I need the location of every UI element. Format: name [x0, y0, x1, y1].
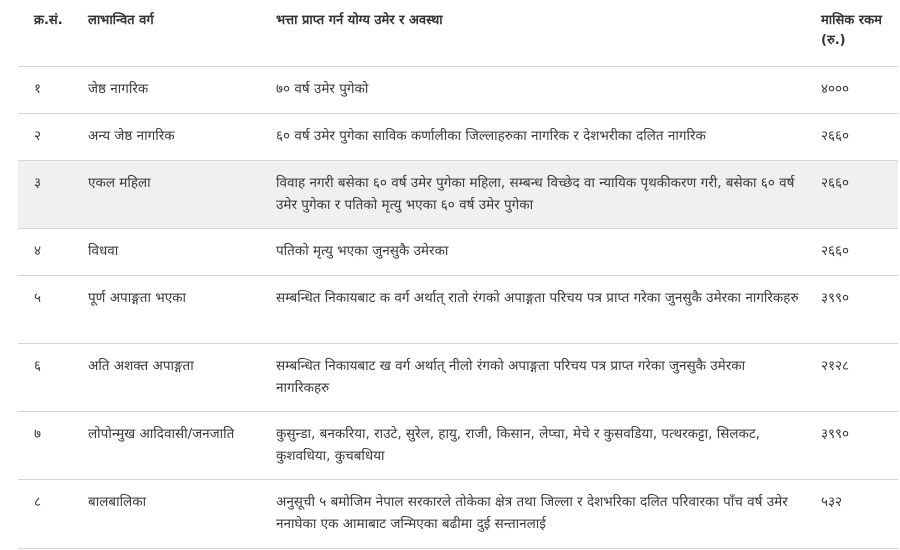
table-row	[18, 275, 898, 344]
table-row	[18, 160, 898, 229]
row-amount: ४०००	[821, 81, 850, 97]
row-amount: ५३२	[821, 494, 843, 510]
row-serial: १	[34, 81, 42, 97]
row-category: एकल महिला	[88, 175, 151, 191]
header-category: लाभान्वित वर्ग	[88, 13, 154, 28]
row-serial: ४	[34, 243, 42, 259]
row-amount: ३९९०	[821, 426, 850, 442]
row-category: लोपोन्मुख आदिवासी/जनजाति	[88, 426, 235, 442]
row-category: जेष्ठ नागरिक	[88, 81, 149, 97]
row-amount: ३९९०	[821, 290, 850, 306]
table-row	[18, 228, 898, 276]
row-serial: २	[34, 128, 42, 144]
row-condition: ६० वर्ष उमेर पुगेका साविक कर्णालीका जिल्लाहरुका नागरिक र देशभरीका दलित नागरिक	[276, 128, 706, 144]
row-category: बालबालिका	[88, 494, 147, 510]
row-serial: ६	[34, 358, 42, 374]
table-bottom-border	[18, 548, 898, 549]
row-amount: २६६०	[821, 128, 850, 144]
row-condition: कुसुन्डा, बनकरिया, राउटे, सुरेल, हायु, राजी, किसान, लेप्चा, मेचे र कुसवडिया, पत्थरकट्टा, सिलकट, कुशवधिया, कुचबधिया	[276, 426, 760, 464]
header-amount: मासिक रकम (रु.)	[821, 13, 882, 48]
header-condition: भत्ता प्राप्त गर्न योग्य उमेर र अवस्था	[276, 13, 443, 28]
row-amount: २६६०	[821, 175, 850, 191]
row-category: पूर्ण अपाङ्गता भएका	[88, 290, 187, 306]
row-serial: ५	[34, 290, 42, 306]
row-condition: पतिको मृत्यु भएका जुनसुकै उमेरका	[276, 243, 449, 259]
row-amount: २६६०	[821, 243, 850, 259]
table-row	[18, 479, 898, 549]
row-condition: विवाह नगरी बसेका ६० वर्ष उमेर पुगेका महिला, सम्बन्ध विच्छेद वा न्यायिक पृथकीकरण गरी, बसेका ६० वर्ष उमेर पुगेका र पतिको मृत्यु भएका ६० वर्ष उमेर पुगेका	[276, 175, 795, 213]
row-serial: ८	[34, 494, 42, 510]
table-row	[18, 66, 898, 114]
row-condition: सम्बन्धित निकायबाट ख वर्ग अर्थात् नीलो रंगको अपाङ्गता परिचय पत्र प्राप्त गरेका जुनसुकै उमेरका नागरिकहरु	[276, 358, 746, 396]
row-condition: सम्बन्धित निकायबाट क वर्ग अर्थात् रातो रंगको अपाङ्गता परिचय पत्र प्राप्त गरेका जुनसुकै उमेरका नागरिकहरु	[276, 290, 799, 306]
row-condition: अनुसूची ५ बमोजिम नेपाल सरकारले तोकेका क्षेत्र तथा जिल्ला र देशभरिका दलित परिवारका पाँच वर्ष उमेर ननाघेका एक आमाबाट जन्मिएका बढीमा दुई सन्तानलाई	[276, 494, 788, 532]
table-row	[18, 343, 898, 412]
row-category: विधवा	[88, 243, 119, 259]
row-category: अन्य जेष्ठ नागरिक	[88, 128, 175, 144]
row-condition: ७० वर्ष उमेर पुगेको	[276, 81, 369, 97]
table-header	[0, 0, 900, 66]
table-row	[18, 113, 898, 161]
table-row	[18, 411, 898, 480]
row-serial: ३	[34, 175, 42, 191]
row-serial: ७	[34, 426, 42, 442]
header-serial: क्र.सं.	[34, 13, 63, 28]
row-category: अति अशक्त अपाङ्गता	[88, 358, 194, 374]
row-amount: २१२८	[821, 358, 850, 374]
